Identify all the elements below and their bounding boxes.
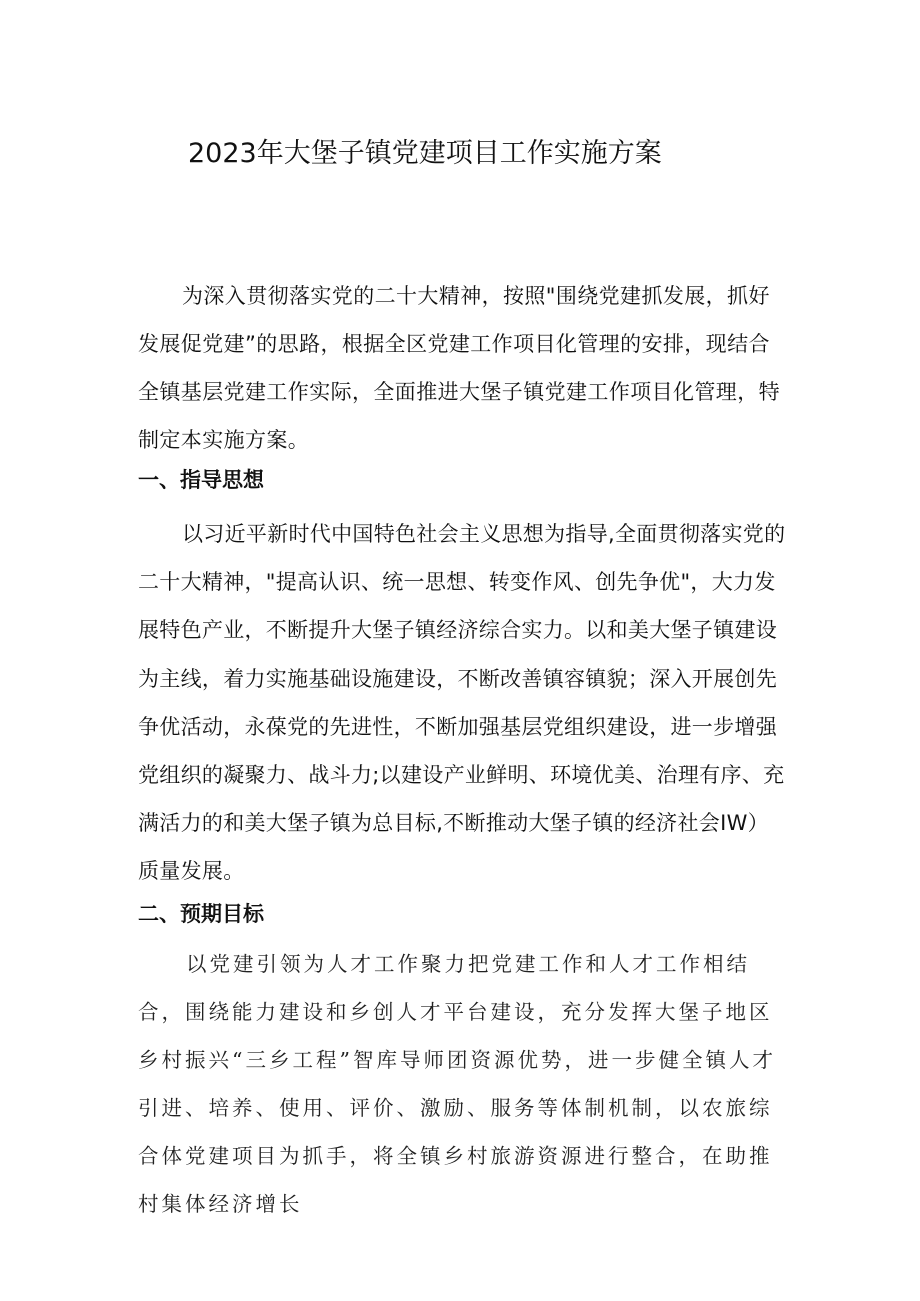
- section-paragraph-expected-goals: 以党建引领为人才工作聚力把党建工作和人才工作相结合，围绕能力建设和乡创人才平台建设，充分发挥大堡子地区乡村振兴“三乡工程”智库导师团资源优势，进一步健全镇人才引进、培养、使用、评价、激励、服务等体制机制，以农旅综合体党建项目为抓手，将全镇乡村旅游资源进行整合，在助推村集体经济增长: [138, 952, 776, 1216]
- section-heading-guiding-ideology: 一、指导思想: [138, 468, 264, 492]
- section-heading-expected-goals: 二、预期目标: [138, 902, 264, 926]
- document-title: 2023年大堡子镇党建项目工作实施方案: [188, 138, 662, 169]
- section-paragraph-guiding-ideology: 以习近平新时代中国特色社会主义思想为指导,全面贯彻落实党的二十大精神，"提高认识、统一思想、转变作风、创先争优"，大力发展特色产业，不断提升大堡子镇经济综合实力。以和美大堡子镇建设为主线，着力实施基础设施建设，不断改善镇容镇貌；深入开展创先争优活动，永葆党的先进性，不断加强基层党组织建设，进一步增强党组织的凝聚力、战斗力;以建设产业鲜明、环境优美、治理有序、充满活力的和美大堡子镇为总目标,不断推动大堡子镇的经济社会IW）质量发展。: [138, 522, 786, 884]
- intro-paragraph: 为深入贯彻落实党的二十大精神，按照"围绕党建抓发展，抓好发展促党建”的思路，根据全区党建工作项目化管理的安排，现结合全镇基层党建工作实际，全面推进大堡子镇党建工作项目化管理，特制定本实施方案。: [138, 284, 780, 452]
